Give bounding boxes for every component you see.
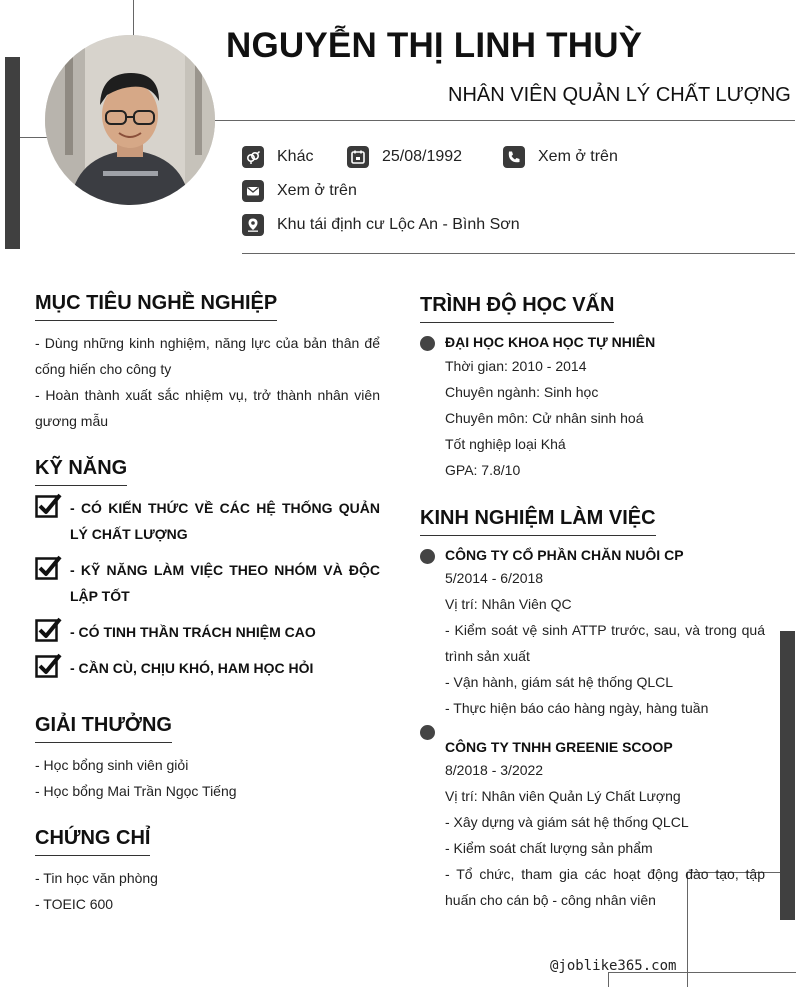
job-line: Vị trí: Nhân Viên QC — [445, 596, 572, 612]
skill-item — [35, 619, 380, 645]
certificates-text — [35, 865, 380, 917]
company-name: CÔNG TY CỔ PHẦN CHĂN NUÔI CP — [445, 547, 684, 563]
experience-title: KINH NGHIỆM LÀM VIỆC — [420, 507, 656, 536]
skill-item — [35, 495, 380, 547]
candidate-name: NGUYỄN THỊ LINH THUỲ — [226, 26, 643, 65]
education-line: Chuyên ngành: Sinh học — [445, 384, 599, 400]
job-title: NHÂN VIÊN QUẢN LÝ CHẤT LƯỢNG — [448, 84, 791, 106]
email-info — [242, 180, 357, 202]
profile-photo — [45, 35, 215, 205]
gender-icon — [242, 146, 264, 168]
certificate-line: - TOEIC 600 — [35, 896, 114, 912]
gender-value: Khác — [277, 148, 314, 165]
watermark-text: @joblike365.com — [550, 958, 677, 974]
avatar — [45, 35, 215, 205]
phone-info — [503, 146, 618, 168]
certificate-line: - Tin học văn phòng — [35, 870, 158, 886]
envelope-icon — [242, 180, 264, 202]
job-line: - Tổ chức, tham gia các hoạt động đào tạo, tập huấn cho cán bộ - công nhân viên — [445, 866, 765, 908]
job-line: 5/2014 - 6/2018 — [445, 570, 544, 586]
skill-item — [35, 557, 380, 609]
company-name: CÔNG TY TNHH GREENIE SCOOP — [445, 739, 673, 755]
skill-text: - KỸ NĂNG LÀM VIỆC THEO NHÓM VÀ ĐỘC LẬP TỐT — [70, 562, 380, 604]
job-details — [445, 757, 765, 913]
left-accent-bar — [5, 57, 20, 249]
header-divider — [215, 120, 795, 121]
checkbox-checked-icon — [35, 492, 62, 519]
birthday-value: 25/08/1992 — [382, 148, 463, 165]
skill-text: - CẦN CÙ, CHỊU KHÓ, HAM HỌC HỎI — [70, 660, 314, 676]
bullet-dot — [420, 549, 435, 564]
education-details — [445, 353, 765, 483]
frame-line — [20, 137, 48, 138]
checkbox-checked-icon — [35, 652, 62, 679]
job-details — [445, 565, 765, 721]
checkbox-checked-icon — [35, 554, 62, 581]
awards-text — [35, 752, 380, 804]
phone-value: Xem ở trên — [538, 148, 618, 165]
objective-line: - Hoàn thành xuất sắc nhiệm vụ, trở thành nhân viên gương mẫu — [35, 387, 380, 429]
skills-title: KỸ NĂNG — [35, 457, 127, 486]
objective-text — [35, 330, 380, 434]
location-pin-icon — [242, 214, 264, 236]
right-accent-bar — [780, 631, 795, 920]
job-line: - Thực hiện báo cáo hàng ngày, hàng tuần — [445, 700, 709, 716]
education-line: Thời gian: 2010 - 2014 — [445, 358, 587, 374]
skill-text: - CÓ TINH THẦN TRÁCH NHIỆM CAO — [70, 624, 316, 640]
job-line: - Xây dựng và giám sát hệ thống QLCL — [445, 814, 689, 830]
objective-title: MỤC TIÊU NGHỀ NGHIỆP — [35, 292, 277, 321]
frame-line — [133, 0, 134, 40]
education-title: TRÌNH ĐỘ HỌC VẤN — [420, 294, 614, 323]
school-name: ĐẠI HỌC KHOA HỌC TỰ NHIÊN — [445, 334, 656, 350]
skill-text: - CÓ KIẾN THỨC VỀ CÁC HỆ THỐNG QUẢN LÝ CHẤT LƯỢNG — [70, 500, 380, 542]
job-line: 8/2018 - 3/2022 — [445, 762, 544, 778]
gender-info — [242, 146, 313, 168]
skill-item — [35, 655, 380, 681]
job-line: - Kiểm soát vệ sinh ATTP trước, sau, và trong quá trình sản xuất — [445, 622, 765, 664]
award-line: - Học bổng Mai Trần Ngọc Tiếng — [35, 783, 237, 799]
bullet-dot — [420, 336, 435, 351]
checkbox-checked-icon — [35, 616, 62, 643]
info-divider — [242, 253, 795, 254]
objective-line: - Dùng những kinh nghiệm, năng lực của bản thân để cống hiến cho công ty — [35, 335, 380, 377]
education-line: Tốt nghiệp loại Khá — [445, 436, 566, 452]
address-value: Khu tái định cư Lộc An - Bình Sơn — [277, 216, 520, 233]
job-line: Vị trí: Nhân viên Quản Lý Chất Lượng — [445, 788, 681, 804]
email-value: Xem ở trên — [277, 182, 357, 199]
bullet-dot — [420, 725, 435, 740]
birthday-info — [347, 146, 462, 168]
certificates-title: CHỨNG CHỈ — [35, 827, 150, 856]
education-line: GPA: 7.8/10 — [445, 462, 521, 478]
job-line: - Vận hành, giám sát hệ thống QLCL — [445, 674, 674, 690]
education-line: Chuyên môn: Cử nhân sinh hoá — [445, 410, 644, 426]
awards-title: GIẢI THƯỞNG — [35, 714, 172, 743]
calendar-icon — [347, 146, 369, 168]
frame-line — [608, 972, 609, 987]
job-line: - Kiểm soát chất lượng sản phẩm — [445, 840, 653, 856]
address-info — [242, 214, 520, 236]
phone-icon — [503, 146, 525, 168]
award-line: - Học bổng sinh viên giỏi — [35, 757, 189, 773]
